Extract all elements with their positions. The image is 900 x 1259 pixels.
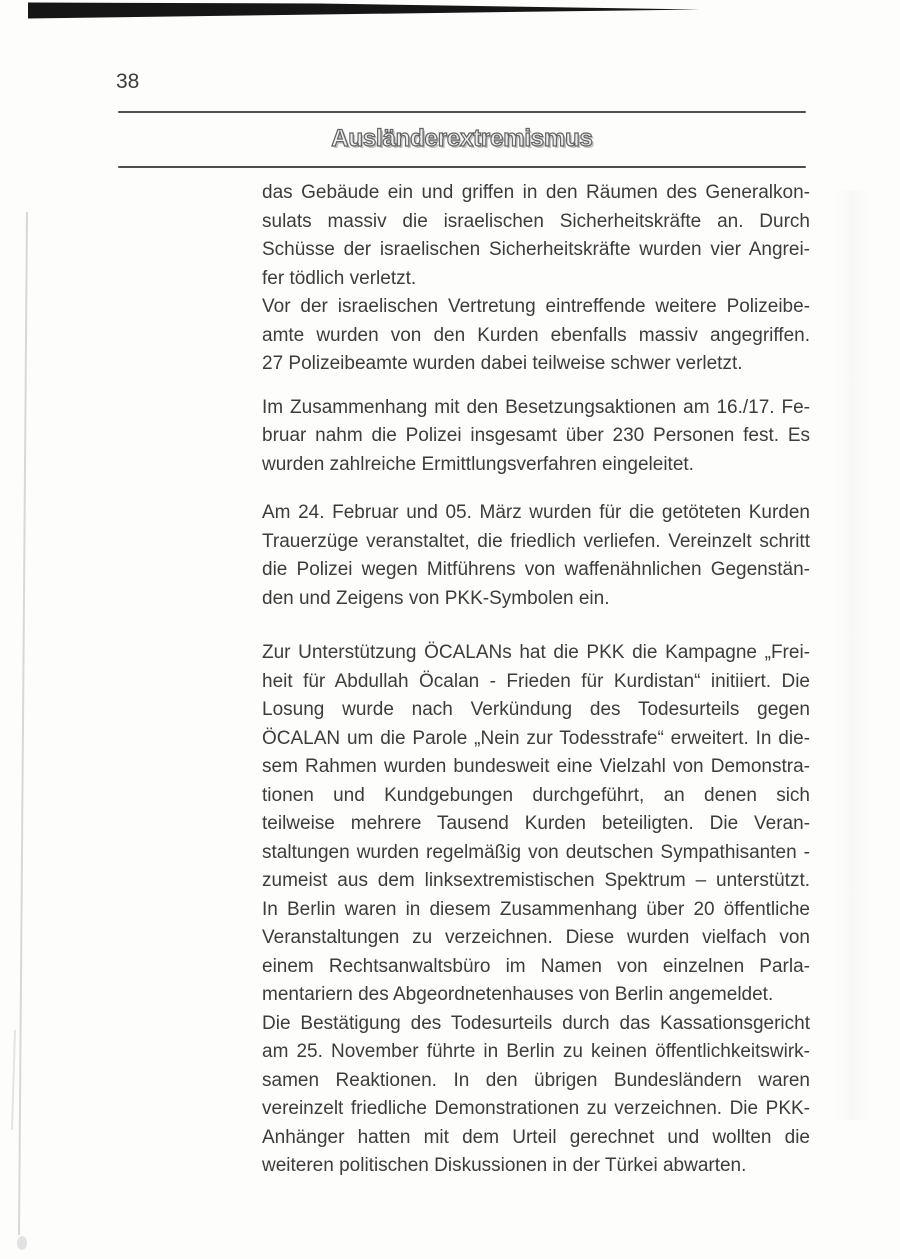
- text-line: wurden zahlreiche Ermittlungsverfahren eingeleitet.: [262, 453, 694, 475]
- text-line: Die Bestätigung des Todesurteils durch das Kassationsgericht: [262, 1012, 810, 1034]
- text-line: bruar nahm die Polizei insgesamt über 230 Personen fest. Es: [262, 425, 810, 446]
- text-line: sulats massiv die israelischen Sicherheitskräfte an. Durch: [262, 210, 810, 232]
- scan-smudge: [17, 1236, 27, 1250]
- text-column: [262, 179, 810, 1181]
- scan-artifact-wedge: [0, 0, 900, 30]
- text-line: Im Zusammenhang mit den Besetzungsaktionen am 16./17. Fe-: [262, 396, 810, 418]
- page-number: 38: [116, 70, 140, 93]
- text-line: die Polizei wegen Mitführens von waffenähnlichen Gegenstän-: [262, 559, 810, 580]
- paragraph-block: [262, 394, 810, 480]
- text-line: weiteren politischen Diskussionen in der Türkei abwarten.: [262, 1155, 747, 1176]
- text-line: am 25. November führte in Berlin zu keinen öffentlichkeitswirk-: [262, 1041, 810, 1062]
- text-line: amte wurden von den Kurden ebenfalls massiv angegriffen.: [262, 324, 810, 346]
- divider-line-bottom: [118, 166, 806, 168]
- paragraph-block: [262, 179, 810, 379]
- text-line: den und Zeigens von PKK-Symbolen ein.: [262, 587, 610, 609]
- divider-line-top: [118, 111, 806, 113]
- text-line: 27 Polizeibeamte wurden dabei teilweise schwer verletzt.: [262, 353, 743, 374]
- paragraph-block: [262, 639, 810, 1181]
- text-line: Losung wurde nach Verkündung des Todesurteils gegen: [262, 699, 810, 720]
- text-line: sem Rahmen wurden bundesweit eine Vielzahl von Demonstra-: [262, 756, 810, 777]
- text-line: Vor der israelischen Vertretung eintreffende weitere Polizeibe-: [262, 296, 810, 317]
- text-line: Veranstaltungen zu verzeichnen. Diese wurden vielfach von: [262, 927, 810, 948]
- text-line: Anhänger hatten mit dem Urteil gerechnet und wollten die: [262, 1126, 810, 1148]
- text-line: heit für Abdullah Öcalan - Frieden für Kurdistan“ initiiert. Die: [262, 670, 810, 692]
- text-line: staltungen wurden regelmäßig von deutschen Sympathisanten -: [262, 841, 810, 863]
- text-line: In Berlin waren in diesem Zusammenhang über 20 öffentliche: [262, 898, 810, 920]
- text-line: vereinzelt friedliche Demonstrationen zu verzeichnen. Die PKK-: [262, 1098, 810, 1119]
- text-line: Zur Unterstützung ÖCALANs hat die PKK die Kampagne „Frei-: [262, 642, 810, 663]
- text-line: Schüsse der israelischen Sicherheitskräfte wurden vier Angrei-: [262, 239, 810, 260]
- section-title: Ausländerextremismus: [331, 125, 593, 152]
- text-line: fer tödlich verletzt.: [262, 267, 417, 289]
- text-line: einem Rechtsanwaltsbüro im Namen von einzelnen Parla-: [262, 955, 810, 977]
- scan-artifact-scratch-line: [0, 0, 60, 1259]
- text-line: mentariern des Abgeordnetenhauses von Berlin angemeldet.: [262, 984, 774, 1005]
- text-line: das Gebäude ein und griffen in den Räumen des Generalkon-: [262, 182, 810, 203]
- text-line: tionen und Kundgebungen durchgeführt, an denen sich: [262, 784, 810, 806]
- text-line: zumeist aus dem linksextremistischen Spektrum – unterstützt.: [262, 870, 810, 891]
- text-line: Am 24. Februar und 05. März wurden für die getöteten Kurden: [262, 502, 810, 523]
- scan-shadow-right: [836, 190, 870, 1120]
- paragraph-block: [262, 499, 810, 613]
- text-line: samen Reaktionen. In den übrigen Bundesländern waren: [262, 1069, 810, 1091]
- text-line: Trauerzüge veranstaltet, die friedlich verliefen. Vereinzelt schritt: [262, 530, 810, 552]
- text-line: ÖCALAN um die Parole „Nein zur Todesstrafe“ erweitert. In die-: [262, 727, 810, 749]
- text-line: teilweise mehrere Tausend Kurden beteiligten. Die Veran-: [262, 813, 810, 834]
